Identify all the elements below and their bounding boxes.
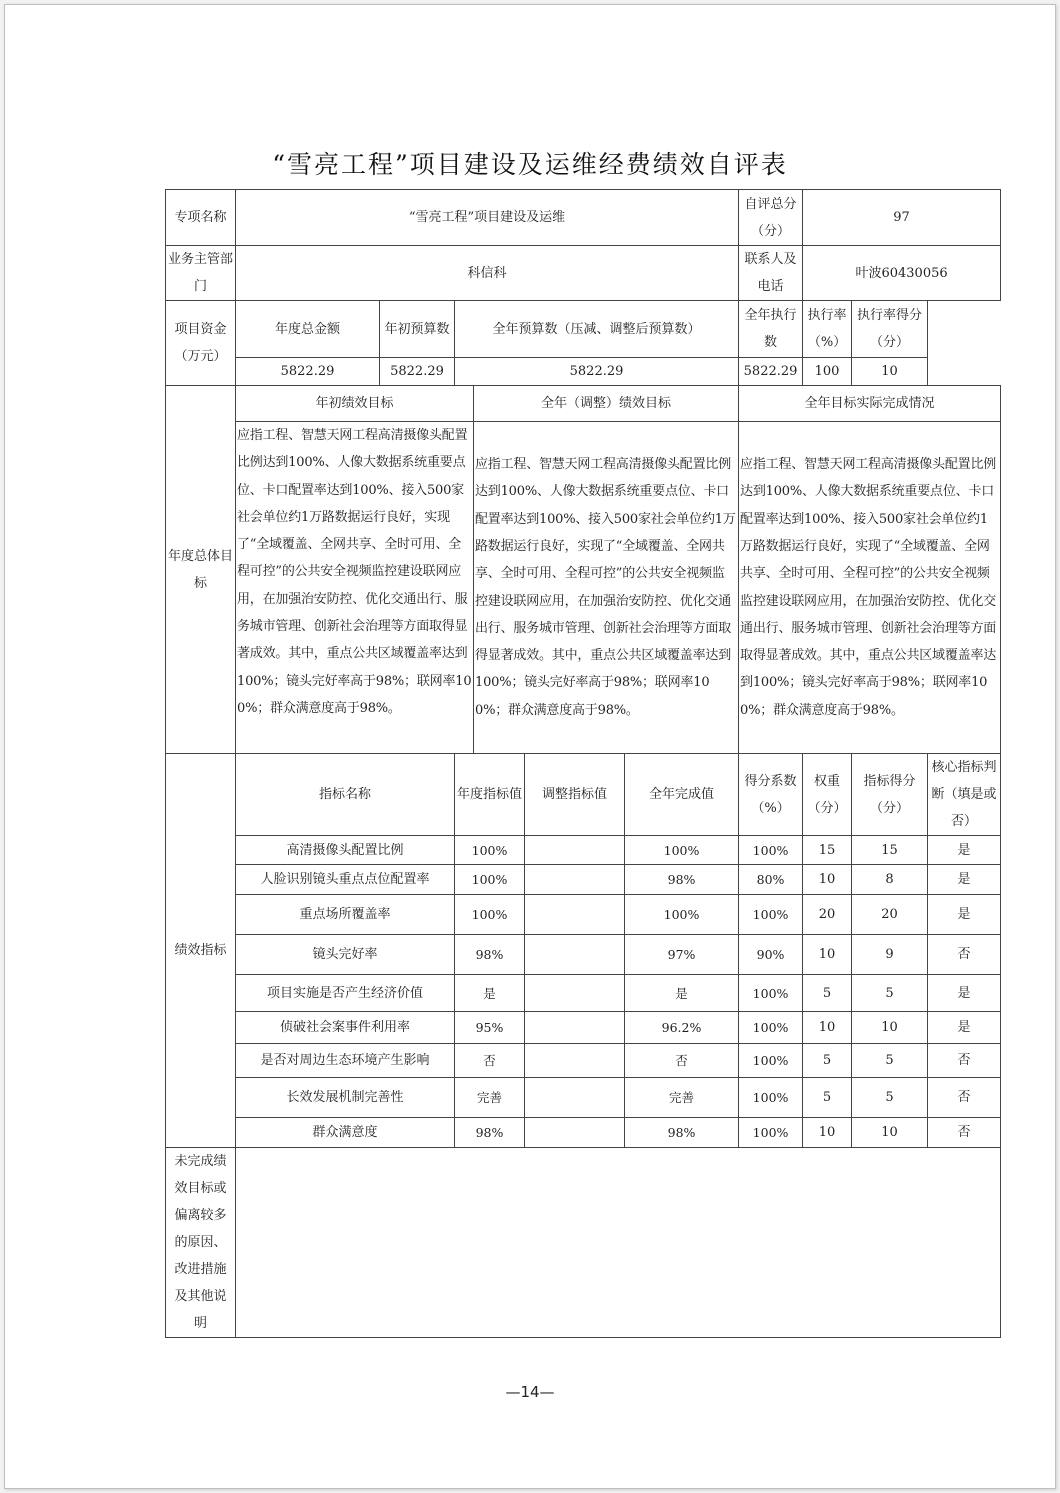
self-score-label: 自评总分（分） — [739, 190, 803, 246]
indicator-row — [166, 865, 1001, 895]
department-value: 科信科 — [236, 246, 739, 301]
indicator-adjusted — [525, 1118, 625, 1148]
indicator-score: 8 — [852, 865, 928, 895]
contact-label: 联系人及电话 — [739, 246, 803, 301]
indicator-core: 是 — [928, 1012, 1001, 1044]
indicator-name: 高清摄像头配置比例 — [236, 836, 455, 865]
indicator-weight: 5 — [803, 975, 852, 1012]
document-page — [4, 4, 1056, 1489]
remarks-content — [236, 1148, 1001, 1338]
indicator-annual: 100% — [455, 895, 525, 935]
funds-header-executed: 全年执行数 — [739, 301, 803, 358]
indicator-name: 人脸识别镜头重点点位配置率 — [236, 865, 455, 895]
indicator-annual: 98% — [455, 1118, 525, 1148]
indicator-score: 5 — [852, 975, 928, 1012]
indicator-coefficient: 100% — [739, 1118, 803, 1148]
indicator-row — [166, 975, 1001, 1012]
contact-value: 叶波60430056 — [803, 246, 1001, 301]
goals-header-actual: 全年目标实际完成情况 — [739, 386, 1001, 422]
department-label: 业务主管部门 — [166, 246, 236, 301]
indicator-adjusted — [525, 975, 625, 1012]
indicator-name: 侦破社会案事件利用率 — [236, 1012, 455, 1044]
document-title: “雪亮工程”项目建设及运维经费绩效自评表 — [272, 150, 788, 179]
indicator-completed: 否 — [625, 1044, 739, 1078]
indicator-name: 是否对周边生态环境产生影响 — [236, 1044, 455, 1078]
indicator-row — [166, 1118, 1001, 1148]
indicator-row — [166, 836, 1001, 865]
indicator-score: 5 — [852, 1044, 928, 1078]
indicator-completed: 100% — [625, 895, 739, 935]
indicator-row — [166, 895, 1001, 935]
indicator-score: 15 — [852, 836, 928, 865]
indicator-header-coefficient: 得分系数（%） — [739, 754, 803, 836]
self-score-value: 97 — [803, 190, 1001, 246]
indicator-header-completed: 全年完成值 — [625, 754, 739, 836]
goals-header-adjusted: 全年（调整）绩效目标 — [474, 386, 739, 422]
indicator-header-annual: 年度指标值 — [455, 754, 525, 836]
indicator-coefficient: 100% — [739, 895, 803, 935]
indicator-coefficient: 100% — [739, 1078, 803, 1118]
indicator-annual: 否 — [455, 1044, 525, 1078]
indicator-name: 长效发展机制完善性 — [236, 1078, 455, 1118]
indicator-weight: 20 — [803, 895, 852, 935]
indicator-core: 是 — [928, 836, 1001, 865]
project-name-label: 专项名称 — [166, 190, 236, 246]
indicator-adjusted — [525, 865, 625, 895]
goals-header-initial: 年初绩效目标 — [236, 386, 474, 422]
indicator-row — [166, 1044, 1001, 1078]
indicator-coefficient: 100% — [739, 975, 803, 1012]
indicator-weight: 10 — [803, 935, 852, 975]
remarks-row — [166, 1148, 1001, 1338]
remarks-label: 未完成绩效目标或偏离较多的原因、改进措施及其他说明 — [166, 1148, 236, 1338]
indicator-row — [166, 1012, 1001, 1044]
indicator-header-core: 核心指标判断（填是或否） — [928, 754, 1001, 836]
funds-value-adjusted: 5822.29 — [455, 358, 739, 386]
indicator-name: 群众满意度 — [236, 1118, 455, 1148]
project-name-row — [166, 190, 1001, 246]
indicator-completed: 是 — [625, 975, 739, 1012]
indicator-adjusted — [525, 836, 625, 865]
evaluation-table — [165, 189, 1001, 1338]
funds-value-rate-score: 10 — [852, 358, 928, 386]
goals-adjusted-text: 应指工程、智慧天网工程高清摄像头配置比例达到100%、人像大数据系统重要点位、卡口配置率达到100%、接入500家社会单位约1万路数据运行良好，实现了“全域覆盖、全网共享、全时可用、全程可控”的公共安全视频监控建设联网应用，在加强治安防控、优化交通出行、服务城市管理、创新社会治理等方面取得显著成效。其中，重点公共区域覆盖率达到100%；镜头完好率高于98%；联网率100%；群众满意度高于98%。 — [474, 422, 739, 754]
indicator-coefficient: 100% — [739, 836, 803, 865]
indicator-header-adjusted: 调整指标值 — [525, 754, 625, 836]
indicator-weight: 5 — [803, 1078, 852, 1118]
indicator-name: 重点场所覆盖率 — [236, 895, 455, 935]
indicator-coefficient: 90% — [739, 935, 803, 975]
indicator-header-weight: 权重（分） — [803, 754, 852, 836]
indicator-score: 9 — [852, 935, 928, 975]
funds-header-initial: 年初预算数 — [380, 301, 455, 358]
funds-header-total: 年度总金额 — [236, 301, 380, 358]
indicator-core: 否 — [928, 935, 1001, 975]
indicator-completed: 96.2% — [625, 1012, 739, 1044]
goals-actual-text: 应指工程、智慧天网工程高清摄像头配置比例达到100%、人像大数据系统重要点位、卡口配置率达到100%、接入500家社会单位约1万路数据运行良好，实现了“全域覆盖、全网共享、全时可用、全程可控”的公共安全视频监控建设联网应用，在加强治安防控、优化交通出行、服务城市管理、创新社会治理等方面取得显著成效。其中，重点公共区域覆盖率达到100%；镜头完好率高于98%；联网率100%；群众满意度高于98%。 — [739, 422, 1001, 754]
funds-header-adjusted: 全年预算数（压减、调整后预算数） — [455, 301, 739, 358]
indicator-completed: 97% — [625, 935, 739, 975]
funds-header-rate: 执行率（%） — [803, 301, 852, 358]
indicator-name: 镜头完好率 — [236, 935, 455, 975]
funds-value-rate: 100 — [803, 358, 852, 386]
indicator-coefficient: 100% — [739, 1044, 803, 1078]
indicator-score: 10 — [852, 1012, 928, 1044]
funds-value-total: 5822.29 — [236, 358, 380, 386]
indicator-core: 是 — [928, 895, 1001, 935]
indicator-adjusted — [525, 1012, 625, 1044]
indicator-adjusted — [525, 895, 625, 935]
indicator-annual: 100% — [455, 865, 525, 895]
indicator-score: 20 — [852, 895, 928, 935]
indicator-core: 否 — [928, 1078, 1001, 1118]
indicator-core: 是 — [928, 865, 1001, 895]
indicator-completed: 100% — [625, 836, 739, 865]
goals-label: 年度总体目标 — [166, 386, 236, 754]
funds-label: 项目资金（万元） — [166, 301, 236, 386]
indicator-score: 10 — [852, 1118, 928, 1148]
indicator-completed: 完善 — [625, 1078, 739, 1118]
indicator-weight: 15 — [803, 836, 852, 865]
department-row — [166, 246, 1001, 301]
indicator-completed: 98% — [625, 1118, 739, 1148]
indicator-coefficient: 100% — [739, 1012, 803, 1044]
indicator-core: 是 — [928, 975, 1001, 1012]
goals-initial-text: 应指工程、智慧天网工程高清摄像头配置比例达到100%、人像大数据系统重要点位、卡口配置率达到100%、接入500家社会单位约1万路数据运行良好，实现了“全域覆盖、全网共享、全时可用、全程可控”的公共安全视频监控建设联网应用，在加强治安防控、优化交通出行、服务城市管理、创新社会治理等方面取得显著成效。其中，重点公共区域覆盖率达到100%；镜头完好率高于98%；联网率100%；群众满意度高于98%。 — [236, 422, 474, 754]
indicator-adjusted — [525, 1044, 625, 1078]
indicator-coefficient: 80% — [739, 865, 803, 895]
indicator-name: 项目实施是否产生经济价值 — [236, 975, 455, 1012]
funds-value-initial: 5822.29 — [380, 358, 455, 386]
indicator-annual: 是 — [455, 975, 525, 1012]
indicators-label: 绩效指标 — [166, 754, 236, 1148]
funds-value-row — [166, 358, 1001, 386]
indicator-completed: 98% — [625, 865, 739, 895]
indicator-annual: 完善 — [455, 1078, 525, 1118]
funds-header-row — [166, 301, 1001, 358]
funds-value-executed: 5822.29 — [739, 358, 803, 386]
indicator-header-row — [166, 754, 1001, 836]
page-number: —14— — [505, 1383, 555, 1401]
funds-header-rate-score: 执行率得分（分） — [852, 301, 928, 358]
indicator-header-score: 指标得分（分） — [852, 754, 928, 836]
indicator-score: 5 — [852, 1078, 928, 1118]
goals-header-row — [166, 386, 1001, 422]
indicator-annual: 100% — [455, 836, 525, 865]
goals-text-row — [166, 422, 1001, 754]
indicator-row — [166, 1078, 1001, 1118]
indicator-weight: 5 — [803, 1044, 852, 1078]
indicator-annual: 98% — [455, 935, 525, 975]
indicator-weight: 10 — [803, 865, 852, 895]
indicator-adjusted — [525, 1078, 625, 1118]
indicator-header-name: 指标名称 — [236, 754, 455, 836]
indicator-core: 否 — [928, 1118, 1001, 1148]
indicator-weight: 10 — [803, 1118, 852, 1148]
indicator-weight: 10 — [803, 1012, 852, 1044]
indicator-annual: 95% — [455, 1012, 525, 1044]
indicator-row — [166, 935, 1001, 975]
project-name-value: “雪亮工程”项目建设及运维 — [236, 190, 739, 246]
indicator-adjusted — [525, 935, 625, 975]
indicator-core: 否 — [928, 1044, 1001, 1078]
